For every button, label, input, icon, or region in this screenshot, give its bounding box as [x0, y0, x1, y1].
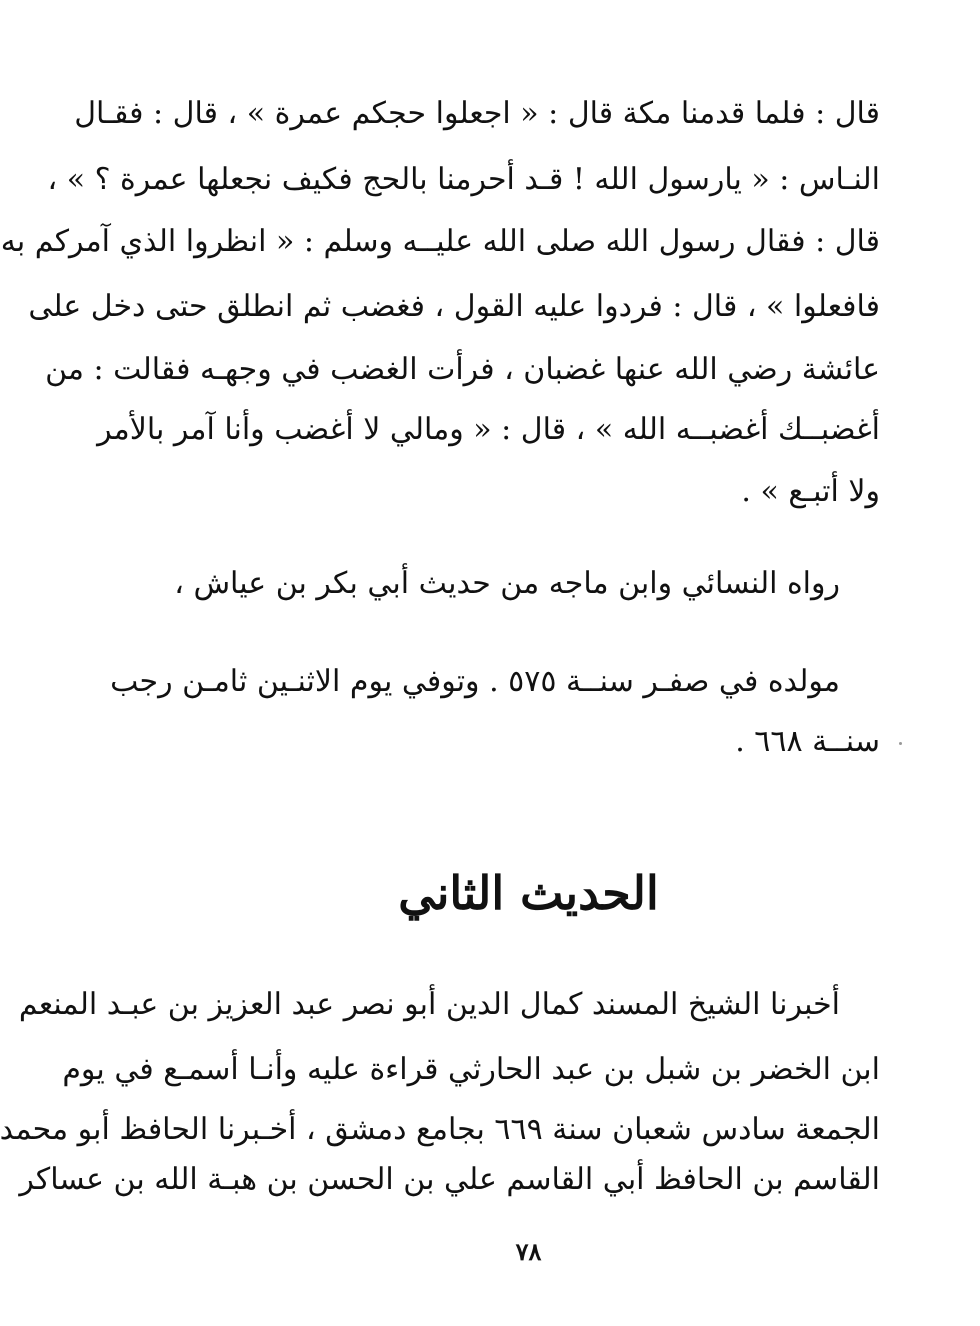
riwaya-line: رواه النسائي وابن ماجه من حديث أبي بكر بن عياش ،	[174, 566, 840, 601]
page-number: ٧٨	[515, 1237, 542, 1266]
paper-speck	[899, 742, 902, 745]
paragraph-1-line-7: ولا أتبـع » .	[741, 474, 880, 509]
birth-death-line-2: سنــة ٦٦٨ .	[735, 724, 880, 759]
paragraph-1-line-3: قال : فقال رسول الله صلى الله عليــه وسلم : « انظروا الذي آمركم به	[0, 224, 880, 259]
paragraph-2-line-1: أخبرنا الشيخ المسند كمال الدين أبو نصر عبد العزيز بن عبـد المنعم	[18, 987, 840, 1022]
paragraph-1-line-2: النـاس : « يارسول الله ! قـد أحرمنا بالحج فكيف نجعلها عمرة ؟ » ،	[47, 162, 880, 197]
section-heading: الحديث الثاني	[398, 866, 659, 920]
paragraph-1-line-5: عائشة رضي الله عنها غضبان ، فرأت الغضب في وجهـه فقالت : من	[45, 352, 880, 387]
paragraph-2-line-4: القاسم بن الحافظ أبي القاسم علي بن الحسن بن هبـة الله بن عساكر	[19, 1162, 880, 1197]
paragraph-1-line-6: أغضبــك أغضبــه الله » ، قال : « ومالي لا أغضب وأنا آمر بالأمر	[97, 412, 880, 447]
birth-death-line-1: مولده في صفـر سنــة ٥٧٥ . وتوفي يوم الاثنـين ثامـن رجب	[110, 664, 840, 699]
paragraph-1-line-4: فافعلوا » ، قال : فردوا عليه القول ، فغضب ثم انطلق حتى دخل على	[28, 289, 880, 324]
paragraph-1-line-1: قال : فلما قدمنا مكة قال : « اجعلوا حجكم عمرة » ، قال : فقـال	[74, 96, 880, 131]
paragraph-2-line-3: الجمعة سادس شعبان سنة ٦٦٩ بجامع دمشق ، أخـبرنا الحافظ أبو محمد	[0, 1112, 880, 1147]
paragraph-2-line-2: ابن الخضر بن شبل بن عبد الحارثي قراءة عليه وأنـا أسمـع في يوم	[62, 1052, 880, 1087]
